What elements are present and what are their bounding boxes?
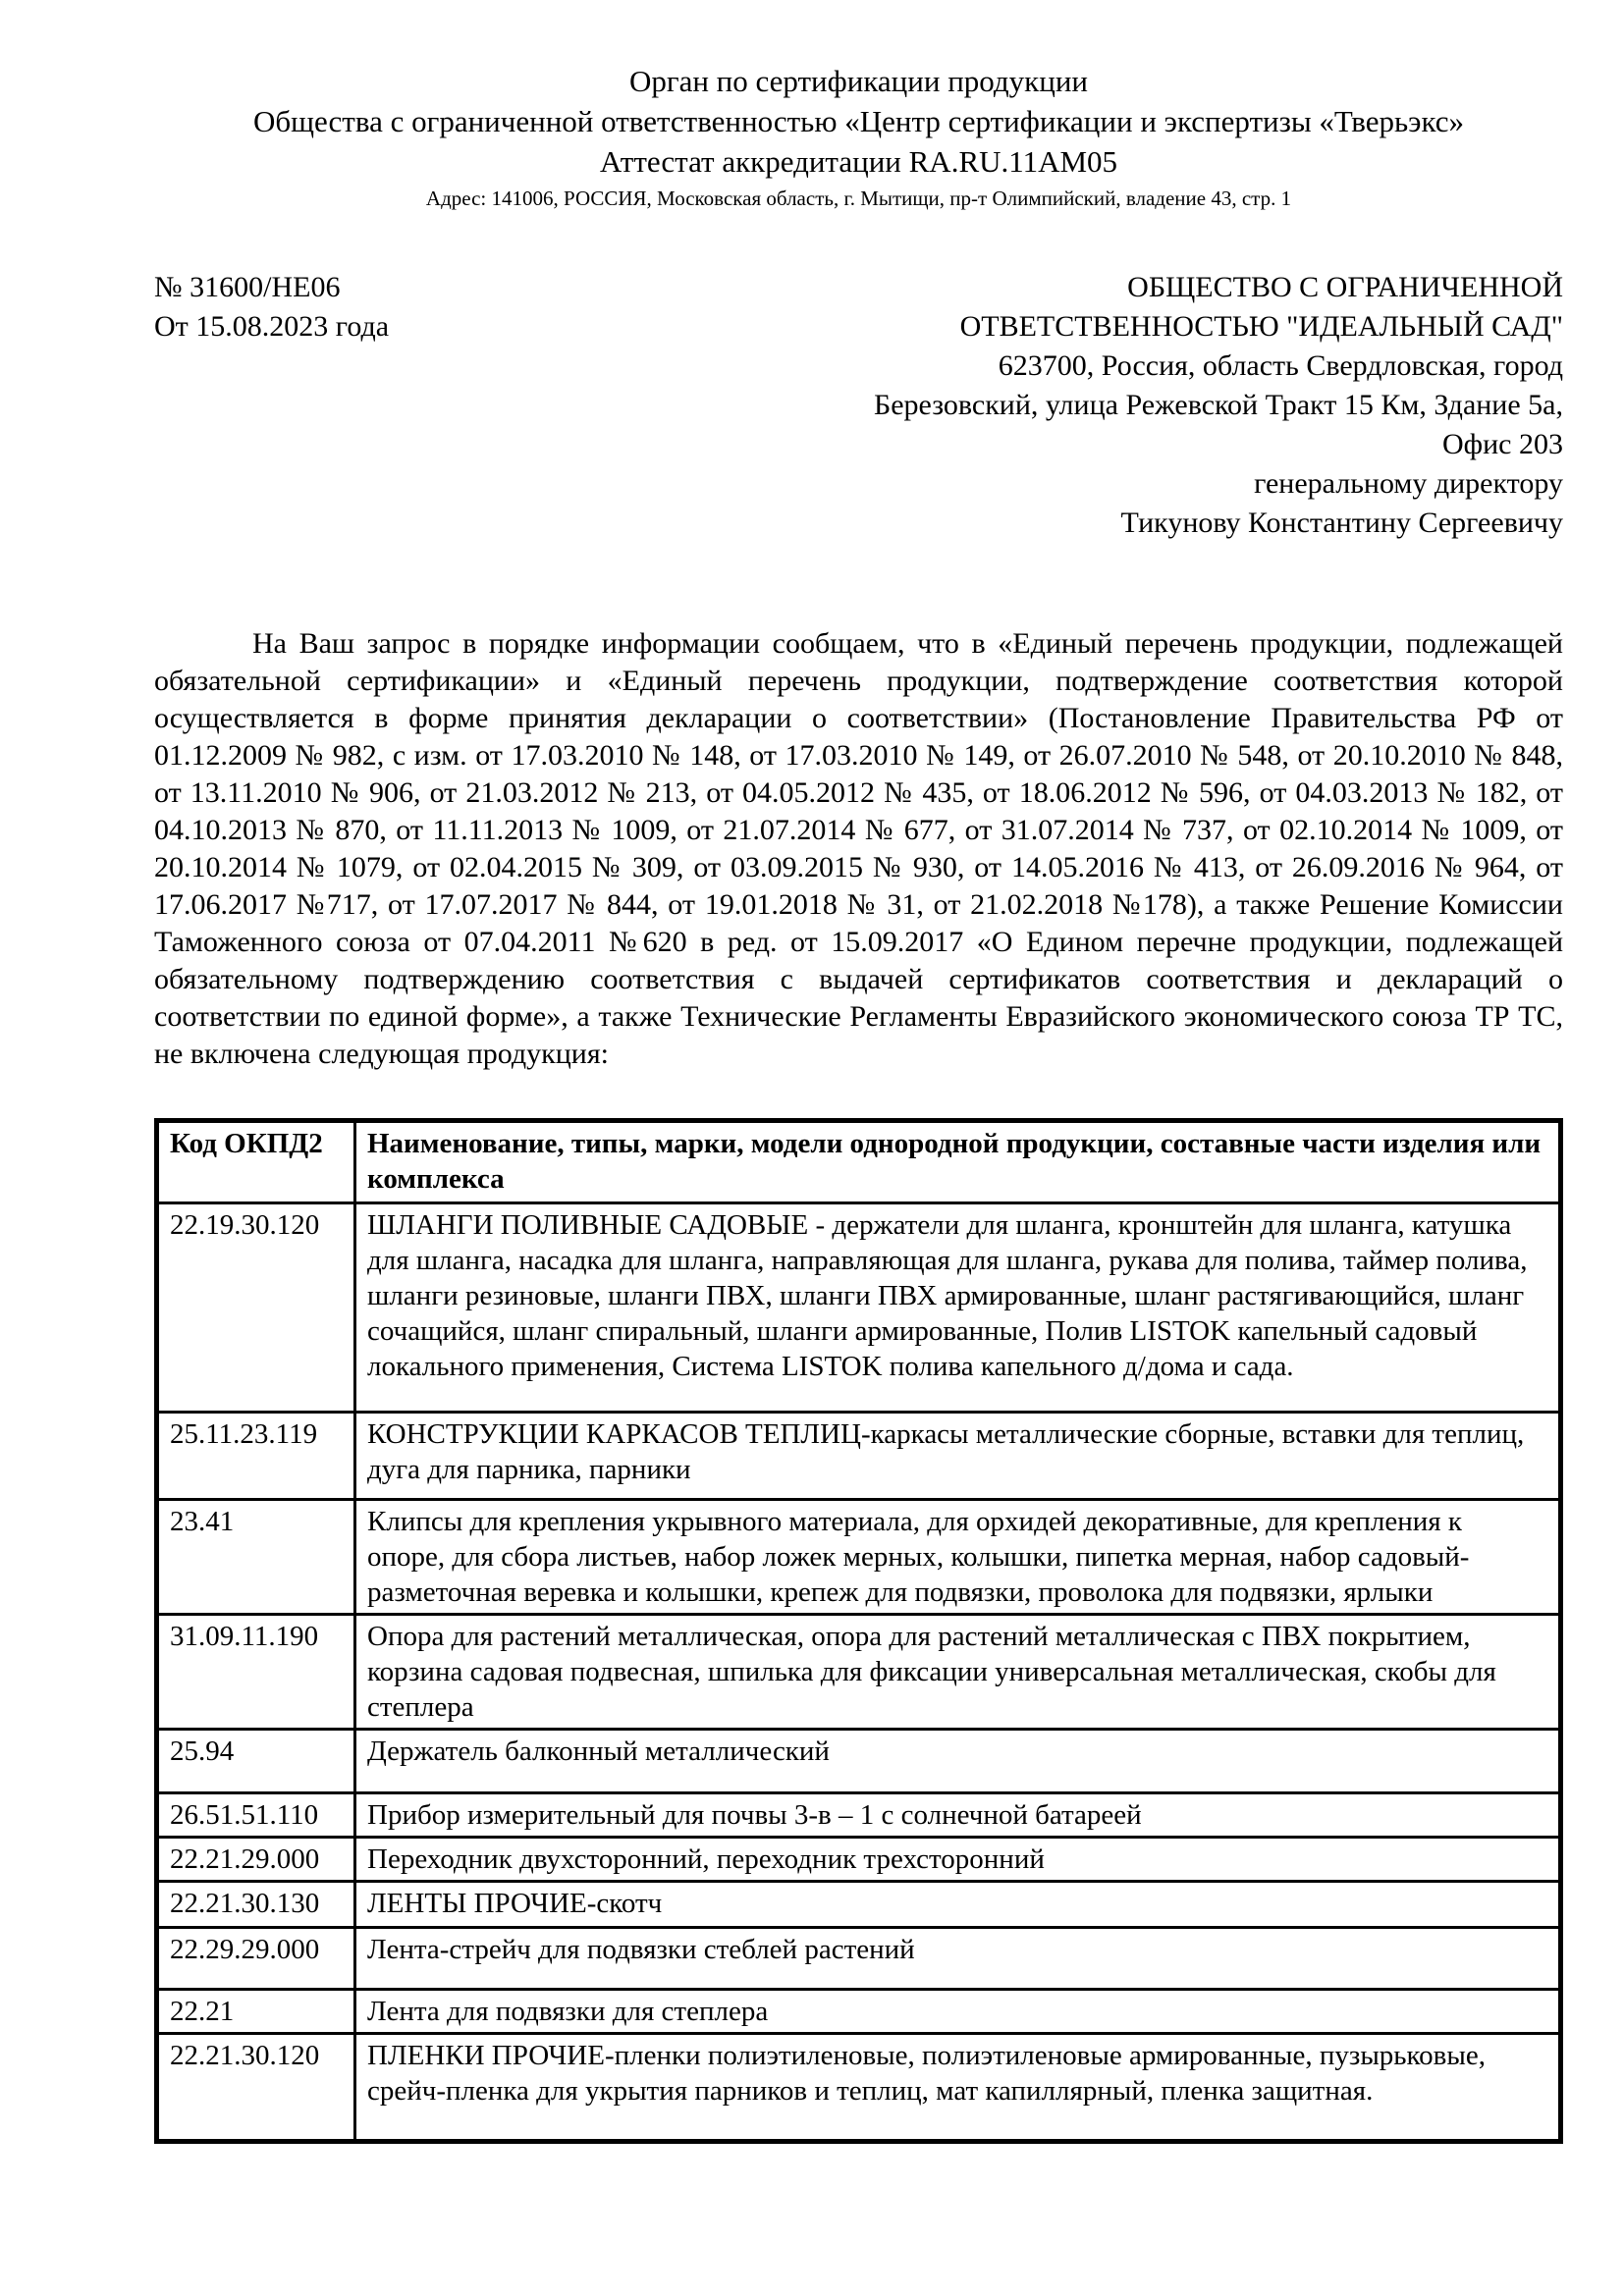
- cell-product-name: Клипсы для крепления укрывного материала, для орхидей декоративные, для крепления к опоре, для сбора листьев, набор ложек мерных, колышки, пипетка мерная, набор садовый-разметочная веревка и колышки, крепеж для подвязки, проволока для подвязки, ярлыки: [355, 1500, 1561, 1615]
- cell-okpd2-code: 25.94: [157, 1730, 355, 1793]
- cell-product-name: Опора для растений металлическая, опора для растений металлическая с ПВХ покрытием, корзина садовая подвесная, шпилька для фиксации универсальная металлическая, скобы для степлера: [355, 1615, 1561, 1730]
- cell-product-name: Держатель балконный металлический: [355, 1730, 1561, 1793]
- cell-product-name: ШЛАНГИ ПОЛИВНЫЕ САДОВЫЕ - держатели для шланга, кронштейн для шланга, катушка для шланга, насадка для шланга, направляющая для шланга, рукава для полива, таймер полива, шланги резиновые, шланги ПВХ, шланги ПВХ армированные, шланг растягивающийся, шланг сочащийся, шланг спиральный, шланги армированные, Полив LISTOK капельный садовый локального применения, Система LISTOK полива капельного д/дома и сада.: [355, 1203, 1561, 1413]
- table-row: [157, 1615, 1561, 1730]
- letterhead-accreditation: Аттестат аккредитации RA.RU.11AM05: [599, 144, 1118, 179]
- table-row: [157, 1928, 1561, 1990]
- cell-okpd2-code: 23.41: [157, 1500, 355, 1615]
- cell-okpd2-code: 22.21.30.130: [157, 1882, 355, 1928]
- recipient-line: генеральному директору: [1254, 467, 1563, 500]
- recipient-block: [874, 268, 1563, 543]
- recipient-line: Офис 203: [1442, 428, 1563, 460]
- cell-okpd2-code: 25.11.23.119: [157, 1413, 355, 1500]
- recipient-line: Березовский, улица Режевской Тракт 15 Км, Здание 5а,: [873, 389, 1563, 421]
- cell-product-name: Лента-стрейч для подвязки стеблей растений: [355, 1928, 1561, 1990]
- recipient-line: Тикунову Константину Сергеевичу: [1120, 507, 1563, 539]
- recipient-line: ОТВЕТСТВЕННОСТЬЮ "ИДЕАЛЬНЫЙ САД": [959, 310, 1563, 343]
- body-paragraph: На Ваш запрос в порядке информации сообщаем, что в «Единый перечень продукции, подлежащей обязательной сертификации» и «Единый перечень продукции, подтверждение соответствия которой осуществляется в форме принятия декларации о соответствии» (Постановление Правительства РФ от 01.12.2009 № 982, с изм. от 17.03.2010 № 148, от 17.03.2010 № 149, от 26.07.2010 № 548, от 20.10.2010 № 848, от 13.11.2010 № 906, от 21.03.2012 № 213, от 04.05.2012 № 435, от 18.06.2012 № 596, от 04.03.2013 № 182, от 04.10.2013 № 870, от 11.11.2013 № 1009, от 21.07.2014 № 677, от 31.07.2014 № 737, от 02.10.2014 № 1009, от 20.10.2014 № 1079, от 02.04.2015 № 309, от 03.09.2015 № 930, от 14.05.2016 № 413, от 26.09.2016 № 964, от 17.06.2017 №717, от 17.07.2017 № 844, от 19.01.2018 № 31, от 21.02.2018 №178), а также Решение Комиссии Таможенного союза от 07.04.2011 №620 в ред. от 15.09.2017 «О Едином перечне продукции, подлежащей обязательному подтверждению соответствия с выдачей сертификатов соответствия и деклараций о соответствии по единой форме», а также Технические Регламенты Евразийского экономического союза ТР ТС, не включена следующая продукция:: [154, 627, 1563, 1070]
- table-header-code: Код ОКПД2: [157, 1121, 355, 1203]
- letterhead-address: Адрес: 141006, РОССИЯ, Московская область, г. Мытищи, пр-т Олимпийский, владение 43, стр. 1: [425, 187, 1292, 210]
- letterhead-org-line2: Общества с ограниченной ответственностью «Центр сертификации и экспертизы «Тверьэкс»: [252, 104, 1465, 138]
- recipient-line: 623700, Россия, область Свердловская, город: [998, 349, 1563, 382]
- cell-product-name: ПЛЕНКИ ПРОЧИЕ-пленки полиэтиленовые, полиэтиленовые армированные, пузырьковые, срейч-пленка для укрытия парников и теплиц, мат капиллярный, пленка защитная.: [355, 2034, 1561, 2142]
- cell-okpd2-code: 26.51.51.110: [157, 1793, 355, 1838]
- letterhead-org-line1: Орган по сертификации продукции: [628, 64, 1088, 98]
- recipient-line: ОБЩЕСТВО С ОГРАНИЧЕННОЙ: [1127, 271, 1563, 303]
- cell-okpd2-code: 22.29.29.000: [157, 1928, 355, 1990]
- table-row: [157, 2034, 1561, 2142]
- cell-okpd2-code: 22.21.30.120: [157, 2034, 355, 2142]
- cell-okpd2-code: 22.21.29.000: [157, 1838, 355, 1882]
- products-table: [154, 1118, 1563, 2144]
- reference-number: № 31600/НЕ06: [154, 271, 341, 303]
- letterhead: [154, 61, 1563, 213]
- table-header-row: [157, 1121, 1561, 1203]
- cell-product-name: Лента для подвязки для степлера: [355, 1990, 1561, 2034]
- cell-product-name: ЛЕНТЫ ПРОЧИЕ-скотч: [355, 1882, 1561, 1928]
- cell-product-name: КОНСТРУКЦИИ КАРКАСОВ ТЕПЛИЦ-каркасы металлические сборные, вставки для теплиц, дуга для парника, парники: [355, 1413, 1561, 1500]
- reference-block: [154, 268, 389, 347]
- table-row: [157, 1882, 1561, 1928]
- cell-okpd2-code: 22.19.30.120: [157, 1203, 355, 1413]
- cell-okpd2-code: 22.21: [157, 1990, 355, 2034]
- table-row: [157, 1730, 1561, 1793]
- table-row: [157, 1413, 1561, 1500]
- table-row: [157, 1203, 1561, 1413]
- reference-date: От 15.08.2023 года: [154, 310, 390, 343]
- table-row: [157, 1990, 1561, 2034]
- table-row: [157, 1500, 1561, 1615]
- table-header-name: Наименование, типы, марки, модели однородной продукции, составные части изделия или комплекса: [355, 1121, 1561, 1203]
- cell-product-name: Прибор измерительный для почвы 3-в – 1 с солнечной батареей: [355, 1793, 1561, 1838]
- table-row: [157, 1793, 1561, 1838]
- cell-product-name: Переходник двухсторонний, переходник трехсторонний: [355, 1838, 1561, 1882]
- cell-okpd2-code: 31.09.11.190: [157, 1615, 355, 1730]
- table-row: [157, 1838, 1561, 1882]
- reference-and-recipient-row: [154, 268, 1563, 543]
